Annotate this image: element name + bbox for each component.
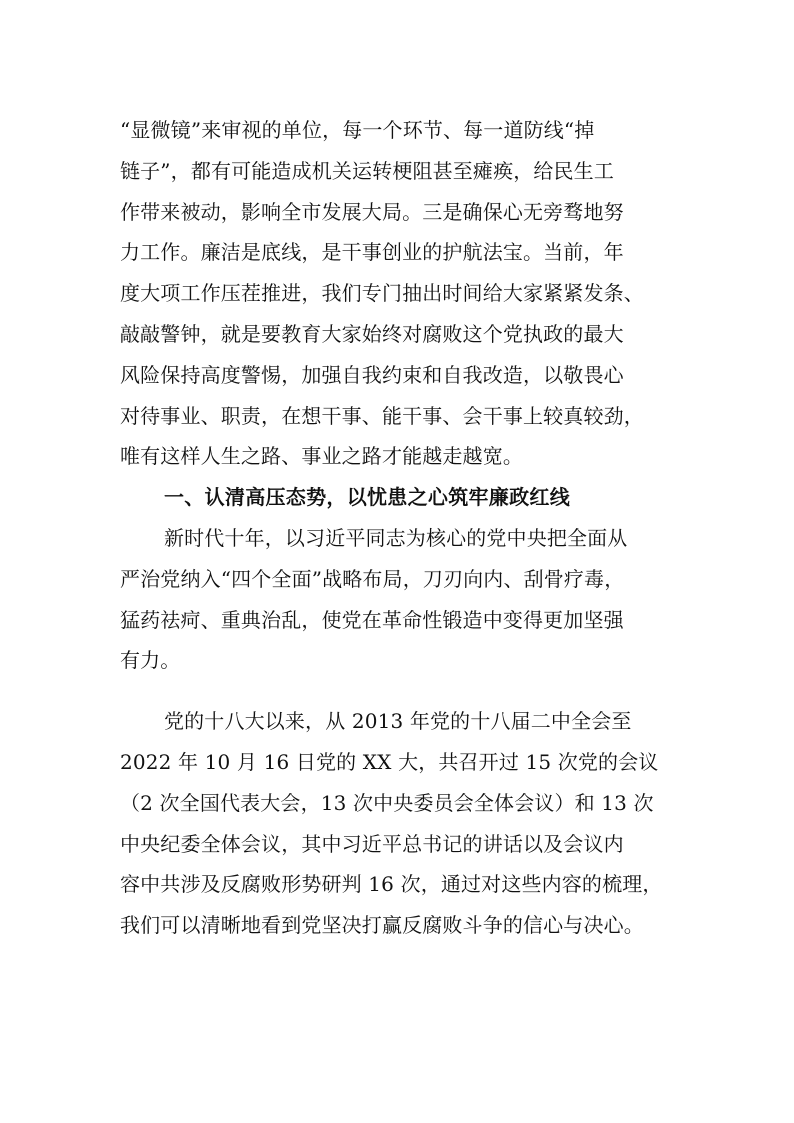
paragraph-line: “显微镜”来审视的单位，每一个环节、每一道防线“掉 xyxy=(120,118,595,142)
paragraph-line: 链子”，都有可能造成机关运转梗阻甚至瘫痪，给民生工 xyxy=(120,158,614,183)
paragraph-line: 严治党纳入“四个全面”战略布局，刀刃向内、刮骨疗毒， xyxy=(120,566,625,591)
paragraph-line: 我们可以清晰地看到党坚决打赢反腐败斗争的信心与决心。 xyxy=(120,913,644,938)
paragraph-line: 有力。 xyxy=(120,648,181,673)
paragraph-2 xyxy=(120,518,700,681)
paragraph-line: 容中共涉及反腐败形势研判 16 次，通过对这些内容的梳理， xyxy=(120,872,663,897)
paragraph-line: （2 次全国代表大会，13 次中央委员会全体会议）和 13 次 xyxy=(120,790,654,815)
paragraph-line: 党的十八大以来，从 2013 年党的十八届二中全会至 xyxy=(164,709,632,734)
paragraph-line: 力工作。廉洁是底线，是干事创业的护航法宝。当前，年 xyxy=(120,240,624,265)
paragraph-line: 风险保持高度警惕，加强自我约束和自我改造，以敬畏心 xyxy=(120,362,624,387)
document-body xyxy=(120,110,700,946)
paragraph-line: 中央纪委全体会议，其中习近平总书记的讲话以及会议内 xyxy=(120,831,624,856)
paragraph-line: 度大项工作压茬推进，我们专门抽出时间给大家紧紧发条、 xyxy=(120,281,644,306)
paragraph-line: 新时代十年，以习近平同志为核心的党中央把全面从 xyxy=(164,525,628,550)
paragraph-line: 敲敲警钟，就是要教育大家始终对腐败这个党执政的最大 xyxy=(120,321,624,346)
paragraph-line: 作带来被动，影响全市发展大局。三是确保心无旁骛地努 xyxy=(120,199,624,224)
paragraph-line: 对待事业、职责，在想干事、能干事、会干事上较真较劲， xyxy=(120,403,644,428)
section-heading: 一、认清高压态势，以忧患之心筑牢廉政红线 xyxy=(164,485,570,510)
paragraph-line: 2022 年 10 月 16 日党的 XX 大，共召开过 15 次党的会议 xyxy=(120,749,659,774)
paragraph-3 xyxy=(120,701,700,946)
paragraph-line: 猛药祛疴、重典治乱，使党在革命性锻造中变得更加坚强 xyxy=(120,607,624,632)
paragraph-1 xyxy=(120,110,700,477)
paragraph-line: 唯有这样人生之路、事业之路才能越走越宽。 xyxy=(120,444,523,469)
